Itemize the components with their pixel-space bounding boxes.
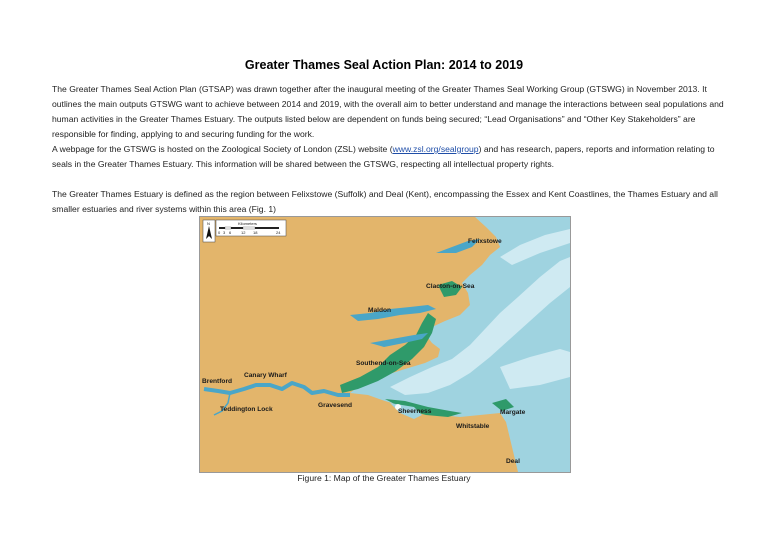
place-deal: Deal xyxy=(506,458,520,465)
north-arrow-icon xyxy=(203,220,215,242)
webpage-paragraph-text-end: ) and has research, papers, reports and information relating to seals in the Greater Thames Estuary. This information will be shared between the GTSWG, respecting all intellectual property rights. xyxy=(52,144,715,169)
scale-tick-0: 0 xyxy=(218,230,221,235)
scale-tick-6: 6 xyxy=(229,230,232,235)
scale-tick-18: 18 xyxy=(253,230,258,235)
place-maldon: Maldon xyxy=(368,307,392,314)
scale-tick-12: 12 xyxy=(241,230,246,235)
webpage-paragraph-text-start: A webpage for the GTSWG is hosted on the Zoological Society of London (ZSL) website ( xyxy=(52,144,393,154)
place-southend: Southend-on-Sea xyxy=(356,360,411,367)
north-label: N xyxy=(207,221,210,226)
scale-title: Kilometers xyxy=(238,221,257,226)
scale-bar xyxy=(216,220,286,236)
estuary-definition-paragraph: The Greater Thames Estuary is defined as the region between Felixstowe (Suffolk) and Deal (Kent), encompassing the Essex and Kent Coastlines, the Thames Estuary and all smaller estuaries and river systems within this area (Fig. 1) xyxy=(52,189,718,214)
scale-tick-24: 24 xyxy=(276,230,281,235)
place-whitstable: Whitstable xyxy=(456,423,490,430)
document-title: Greater Thames Seal Action Plan: 2014 to 2019 xyxy=(244,58,524,72)
place-sheerness: Sheerness xyxy=(398,408,432,415)
figure-caption: Figure 1: Map of the Greater Thames Estuary xyxy=(297,473,471,483)
place-felixstowe: Felixstowe xyxy=(468,238,502,245)
scale-tick-3: 3 xyxy=(223,230,226,235)
webpage-paragraph xyxy=(52,142,732,172)
place-margate: Margate xyxy=(500,409,526,416)
intro-paragraph: The Greater Thames Seal Action Plan (GTSAP) was drawn together after the inaugural meeting of the Greater Thames Seal Working Group (GTSWG) in November 2013. It outlines the main outputs GTSWG want to achieve between 2014 and 2019, with the overall aim to better understand and manage the interactions between seal populations and human activities in the Greater Thames Estuary. The outputs listed below are dependent on funds being secured; “Lead Organisations” and “Other Key Stakeholders” are responsible for finding, applying to and securing funding for the work. xyxy=(52,84,724,139)
place-teddington: Teddington Lock xyxy=(220,406,273,413)
zsl-sealgroup-link[interactable]: www.zsl.org/sealgroup xyxy=(392,144,479,154)
greater-thames-estuary-map xyxy=(199,216,571,473)
place-canary-wharf: Canary Wharf xyxy=(244,372,287,379)
place-brentford: Brentford xyxy=(202,378,233,385)
place-clacton: Clacton-on-Sea xyxy=(426,283,475,290)
place-gravesend: Gravesend xyxy=(318,402,353,409)
